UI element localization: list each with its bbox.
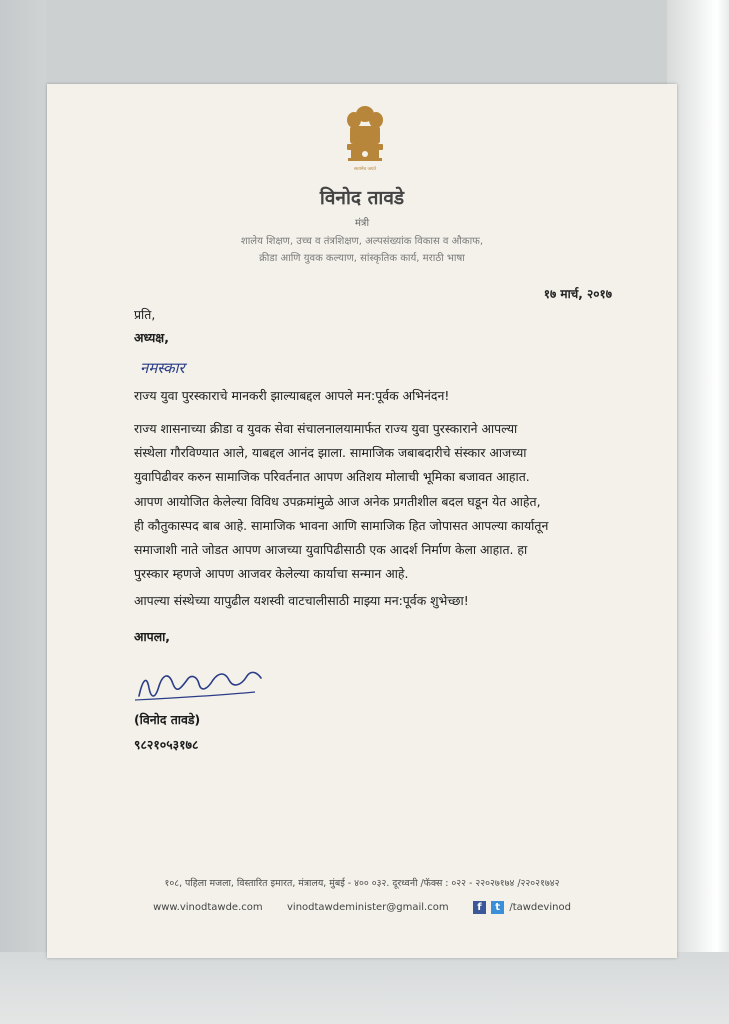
paragraph-line: युवापिढीवर करुन सामाजिक परिवर्तनात आपण अतिशय मोलाची भूमिका बजावत आहात. (134, 469, 530, 485)
minister-name: विनोद तावडे (319, 187, 405, 209)
letter-date: १७ मार्च, २०१७ (543, 287, 612, 301)
scan-background-bottom (0, 952, 729, 1024)
state-emblem-icon (343, 104, 387, 174)
paragraph-line: राज्य शासनाच्या क्रीडा व युवक सेवा संचालनालयामार्फत राज्य युवा पुरस्काराने आपल्या (134, 421, 518, 436)
paragraph-line: आपण आयोजित केलेल्या विविध उपक्रमांमुळे आज अनेक प्रगतीशील बदल घडून येत आहेत, (134, 493, 541, 509)
portfolio-line-1: शालेय शिक्षण, उच्च व तंत्रशिक्षण, अल्पसंख्यांक विकास व औकाफ, (240, 236, 484, 247)
footer-address: १०८, पहिला मजला, विस्तारित इमारत, मंत्रालय, मुंबई - ४०० ०३२. दूरध्वनी /फॅक्स : ०२२ - २२०२७१७४ /२२०२१७४२ (164, 878, 560, 889)
paragraph-line: समाजाशी नाते जोडत आपण आजच्या युवापिढीसाठी एक आदर्श निर्माण केला आहात. हा (134, 542, 528, 558)
recipient-addressee: अध्यक्ष, (134, 330, 169, 345)
social-handle[interactable]: /tawdevinod (509, 902, 571, 913)
signature (133, 658, 273, 708)
email-link[interactable]: vinodtawdeminister@gmail.com (287, 902, 449, 913)
scan-background-left (0, 0, 46, 1024)
signatory-name: (विनोद तावडे) (134, 712, 201, 727)
twitter-icon[interactable]: t (491, 901, 504, 914)
handwritten-recipient: नमस्कार (140, 359, 185, 377)
body-paragraph (134, 417, 604, 586)
paragraph-line: पुरस्कार म्हणजे आपण आजवर केलेल्या कार्याचा सन्मान आहे. (134, 566, 409, 582)
wishes-line: आपल्या संस्थेच्या यापुढील यशस्वी वाटचालीसाठी माझ्या मन:पूर्वक शुभेच्छा! (134, 593, 469, 608)
facebook-icon[interactable]: f (473, 901, 486, 914)
closing-salutation: आपला, (134, 629, 171, 644)
website-link[interactable]: www.vinodtawde.com (153, 902, 263, 913)
footer-contact (47, 901, 677, 914)
minister-rank: मंत्री (354, 218, 370, 229)
recipient-prefix: प्रति, (134, 307, 156, 322)
letter-page (47, 84, 677, 958)
intro-line: राज्य युवा पुरस्काराचे मानकरी झाल्याबद्दल आपले मन:पूर्वक अभिनंदन! (134, 388, 450, 403)
portfolio-line-2: क्रीडा आणि युवक कल्याण, सांस्कृतिक कार्य, मराठी भाषा (259, 253, 465, 264)
paragraph-line: संस्थेला गौरविण्यात आले, याबद्दल आनंद झाला. सामाजिक जबाबदारीचे संस्कार आजच्या (134, 445, 527, 461)
emblem-motto: सत्यमेव जयते (353, 167, 377, 172)
signatory-phone: ९८२१०५३१७८ (134, 737, 199, 752)
paragraph-line: ही कौतुकास्पद बाब आहे. सामाजिक भावना आणि सामाजिक हित जोपासत आपल्या कार्यातून (134, 517, 549, 533)
